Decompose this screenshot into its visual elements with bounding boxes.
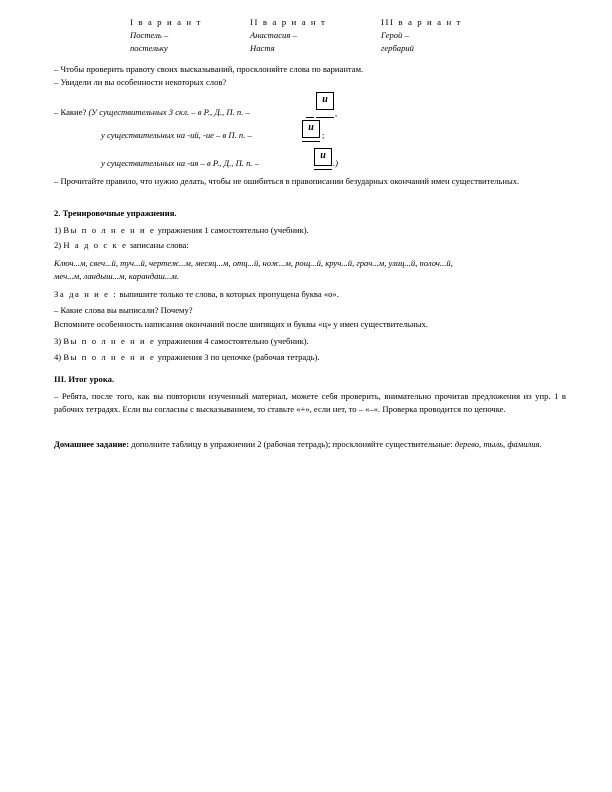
underline-1 — [306, 117, 314, 118]
ending-box-1: и — [316, 92, 334, 110]
assignment-label: За да н и е : — [54, 289, 118, 299]
task-4 — [54, 352, 320, 363]
rule-line-2-end: ; — [322, 130, 325, 140]
task-2 — [54, 240, 189, 251]
words-line-1: Ключ...м, свеч...й, туч...й, чертеж...м, месяц...м, отц...й, нож...м, рощ...й, круч...й, грач...м, улиц...й, полоч...й, — [54, 258, 453, 268]
variant-3-header: III в а р и а н т — [381, 17, 463, 27]
task-4-text: упражнения 3 по цепочке (рабочая тетрадь). — [155, 352, 320, 362]
homework-paragraph — [54, 438, 566, 451]
underline-1b — [316, 117, 334, 118]
rule-line-3-text: у существительных на -ия – в Р., Д., П. п. – — [101, 158, 259, 168]
variant-3-form: гербарий — [381, 43, 414, 53]
task-2-number: 2) — [54, 240, 64, 250]
task-4-verb: Вы п о л н е н и е — [63, 352, 156, 362]
assignment-text: выпишите только те слова, в которых пропущена буква «о». — [117, 289, 339, 299]
underline-2 — [302, 141, 320, 142]
rule-line-1-text: (У существительных 3 скл. – в Р., Д., П. п. – — [88, 107, 250, 117]
homework-words: дерево, тыль, фамилия. — [454, 439, 542, 449]
words-line-2: меч...м, ландыш...м, карандаш...м. — [54, 271, 179, 281]
task-4-number: 4) — [54, 352, 64, 362]
underline-3 — [314, 169, 332, 170]
rule-line-1-end: , — [335, 108, 338, 118]
homework-label: Домашнее задание: — [54, 439, 130, 449]
task-1-text: упражнения 1 самостоятельно (учебник). — [155, 225, 309, 235]
which-words-question: – Какие слова вы выписали? Почему? — [54, 305, 193, 315]
task-2-text: записаны слова: — [127, 240, 189, 250]
variant-2-word: Анастасия – — [250, 30, 297, 40]
task-3-text: упражнения 4 самостоятельно (учебник). — [155, 336, 309, 346]
recall-text: Вспомните особенность написания окончаний после шипящих и буквы «ц» у имен существительных. — [54, 319, 428, 329]
variant-2-form: Настя — [250, 43, 275, 53]
rule-line-3-end: .) — [333, 158, 339, 168]
ending-box-2: и — [302, 120, 320, 138]
variant-1-header: I в а р и а н т — [130, 17, 202, 27]
task-3 — [54, 336, 309, 347]
rule-question-prefix: – Какие? — [54, 107, 89, 117]
assignment — [54, 289, 339, 300]
task-3-verb: Вы п о л н е н и е — [63, 336, 156, 346]
rule-line-1 — [54, 107, 250, 118]
section-2-title: 2. Тренировочные упражнения. — [54, 208, 177, 218]
question-features: – Увидели ли вы особенности некоторых слов? — [54, 77, 227, 87]
ending-box-3: и — [314, 148, 332, 166]
task-1-number: 1) — [54, 225, 64, 235]
task-2-spaced: Н а д о с к е — [63, 240, 128, 250]
task-1 — [54, 225, 309, 236]
variant-2-header: II в а р и а н т — [250, 17, 327, 27]
variant-3-word: Герой – — [381, 30, 409, 40]
read-rule-paragraph: – Прочитайте правило, что нужно делать, чтобы не ошибиться в правописании безударных окончаний имен существительных. — [54, 176, 520, 186]
homework-text: дополните таблицу в упражнении 2 (рабочая тетрадь); просклоняйте существительные: — [129, 439, 455, 449]
variant-1-form: постельку — [130, 43, 168, 53]
task-3-number: 3) — [54, 336, 64, 346]
summary-paragraph: – Ребята, после того, как вы повторили изученный материал, можете себя проверить, внимательно прочитав предложения из упр. 1 в рабочих тетрадях. Если вы согласны с высказыванием, то ставьте «+», если нет, то – «–». Проверка проводится по цепочке. — [54, 391, 566, 414]
check-instruction: – Чтобы проверить правоту своих высказываний, просклоняйте слова по вариантам. — [54, 64, 364, 74]
rule-line-2-text: у существительных на -ий, -ие – в П. п. – — [101, 130, 252, 140]
section-3-title: III. Итог урока. — [54, 374, 115, 384]
variant-1-word: Постель – — [130, 30, 169, 40]
task-1-verb: Вы п о л н е н и е — [63, 225, 156, 235]
